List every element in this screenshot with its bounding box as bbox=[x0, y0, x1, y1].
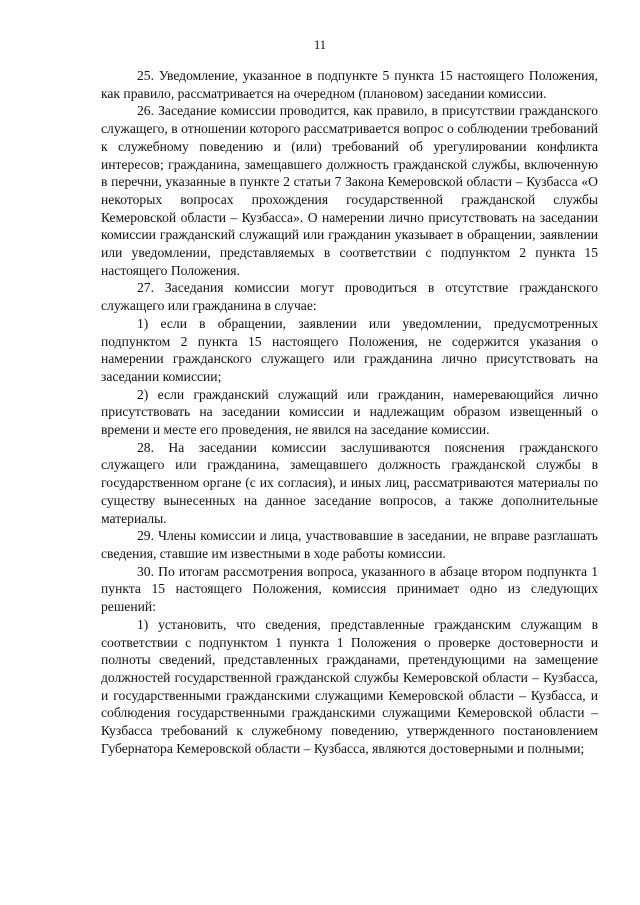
paragraph-28: 28. На заседании комиссии заслушиваются пояснения гражданского служащего или гражданина, замещавшего должность гражданской службы в государственном органе (с их согласия), и иных лиц, рассматриваются материалы по существу вынесенных на данное заседание вопросов, а также дополнительные материалы. bbox=[101, 439, 598, 526]
paragraph-26: 26. Заседание комиссии проводится, как правило, в присутствии гражданского служащего, в отношении которого рассматривается вопрос о соблюдении требований к служебному поведению и (или) требований об урегулировании конфликта интересов; гражданина, замещавшего должность гражданской службы, включенную в перечни, указанные в пункте 2 статьи 7 Закона Кемеровской области – Кузбасса «О некоторых вопросах прохождения государственной гражданской службы Кемеровской области – Кузбасса». О намерении лично присутствовать на заседании комиссии гражданский служащий или гражданин указывает в обращении, заявлении или уведомлении, представляемых в соответствии с подпунктом 2 пункта 15 настоящего Положения. bbox=[101, 103, 598, 278]
paragraph-30: 30. По итогам рассмотрения вопроса, указанного в абзаце втором подпункта 1 пункта 15 настоящего Положения, комиссия принимает одно из следующих решений: bbox=[101, 563, 598, 615]
page-number: 11 bbox=[313, 38, 327, 52]
paragraph-27-item-1: 1) если в обращении, заявлении или уведомлении, предусмотренных подпунктом 2 пункта 15 настоящего Положения, не содержится указания о намерении гражданского служащего или гражданина лично присутствовать на заседании комиссии; bbox=[101, 315, 598, 384]
paragraph-29: 29. Члены комиссии и лица, участвовавшие в заседании, не вправе разглашать сведения, ставшие им известными в ходе работы комиссии. bbox=[101, 528, 598, 561]
document-body bbox=[101, 67, 598, 757]
paragraph-27-item-2: 2) если гражданский служащий или гражданин, намеревающийся лично присутствовать на заседании комиссии и надлежащим образом извещенный о времени и месте его проведения, не явился на заседание комиссии. bbox=[101, 386, 598, 438]
paragraph-25: 25. Уведомление, указанное в подпункте 5 пункта 15 настоящего Положения, как правило, рассматривается на очередном (плановом) заседании комиссии. bbox=[101, 68, 598, 101]
paragraph-30-item-1: 1) установить, что сведения, представленные гражданским служащим в соответствии с подпунктом 1 пункта 1 Положения о проверке достоверности и полноты сведений, представленных гражданами, претендующими на замещение должностей государственной гражданской службы Кемеровской области – Кузбасса, и государственными гражданскими служащими Кемеровской области – Кузбасса, и соблюдения государственными гражданскими служащими Кемеровской области – Кузбасса требований к служебному поведению, утвержденного постановлением Губернатора Кемеровской области – Кузбасса, являются достоверными и полными; bbox=[101, 616, 598, 756]
paragraph-27: 27. Заседания комиссии могут проводиться в отсутствие гражданского служащего или гражданина в случае: bbox=[101, 280, 598, 314]
